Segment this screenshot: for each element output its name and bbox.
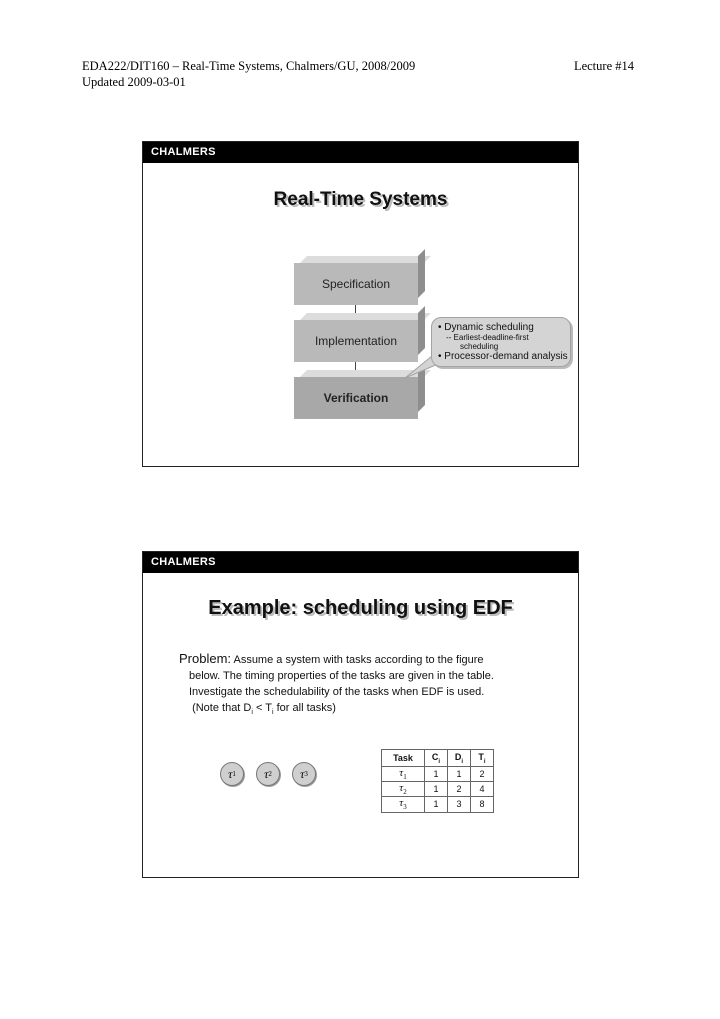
cell-d: 2 — [448, 782, 471, 797]
cell-t: 2 — [471, 767, 494, 782]
problem-line-1: Assume a system with tasks according to the figure — [231, 654, 484, 666]
callout-bubble — [431, 317, 571, 367]
slide-brand-bar: CHALMERS — [143, 552, 578, 573]
callout-item-dynamic-scheduling: • Dynamic scheduling — [438, 322, 534, 333]
callout-item-processor-demand: • Processor-demand analysis — [438, 351, 568, 362]
course-title: EDA222/DIT160 – Real-Time Systems, Chalmers/GU, 2008/2009 — [82, 59, 416, 73]
cell-task: $\tau_2$ — [382, 782, 425, 797]
task-circle: τ 2 — [256, 762, 280, 786]
flow-box-implementation: Implementation — [294, 320, 418, 362]
cell-task: $\tau_1$ — [382, 767, 425, 782]
table-header-row — [382, 750, 494, 767]
header-t: $T_i$ — [471, 750, 494, 767]
task-circle: τ 3 — [292, 762, 316, 786]
cell-c: 1 — [425, 797, 448, 812]
table-row — [382, 797, 494, 812]
problem-label: Problem: — [179, 651, 232, 666]
problem-statement — [179, 651, 569, 721]
table-row — [382, 782, 494, 797]
cell-t: 4 — [471, 782, 494, 797]
cell-c: 1 — [425, 767, 448, 782]
slide-real-time-systems — [142, 141, 579, 467]
lecture-number: Lecture #14 — [573, 59, 634, 73]
slide-title: Example: scheduling using EDF — [208, 597, 513, 619]
cell-d: 3 — [448, 797, 471, 812]
cell-t: 8 — [471, 797, 494, 812]
cell-c: 1 — [425, 782, 448, 797]
problem-line-3: Investigate the schedulability of the tasks when EDF is used. — [189, 686, 485, 698]
slide-brand-bar: CHALMERS — [143, 142, 578, 163]
cell-task: $\tau_3$ — [382, 797, 425, 812]
page-header-left — [82, 58, 415, 90]
header-c: $C_i$ — [425, 750, 448, 767]
slide-edf-example — [142, 551, 579, 878]
table-row — [382, 767, 494, 782]
flow-box-specification: Specification — [294, 263, 418, 305]
flow-box-verification: Verification — [294, 377, 418, 419]
problem-line-2: below. The timing properties of the tasks are given in the table. — [189, 670, 494, 682]
slide-title: Real-Time Systems — [273, 189, 448, 210]
header-task: Task — [382, 750, 425, 767]
task-properties-table — [381, 749, 494, 813]
task-circle: τ 1 — [220, 762, 244, 786]
callout-sub-scheduling: scheduling — [460, 342, 499, 351]
cell-d: 1 — [448, 767, 471, 782]
callout-sub-edf: -- Earliest-deadline-first — [446, 333, 529, 342]
updated-date: Updated 2009-03-01 — [82, 75, 186, 89]
header-d: $D_i$ — [448, 750, 471, 767]
problem-note: (Note that $D_i < T_i$ for all tasks) — [192, 702, 336, 717]
